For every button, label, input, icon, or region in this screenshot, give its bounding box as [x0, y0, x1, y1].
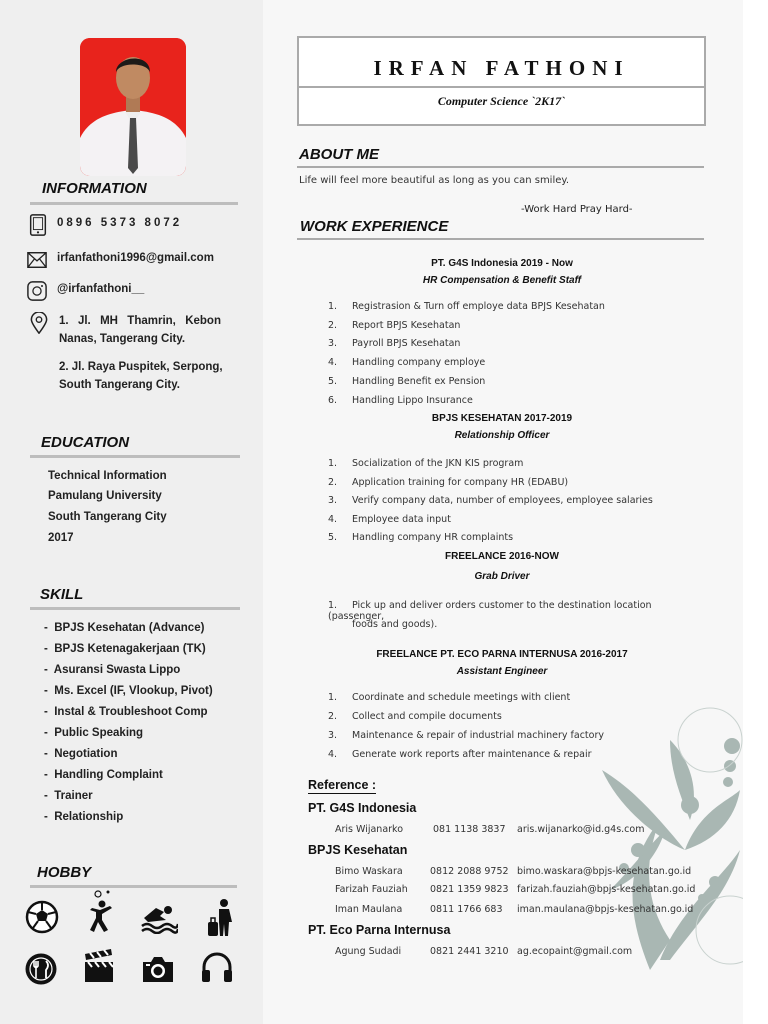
job-title: PT. G4S Indonesia 2019 - Now [431, 258, 573, 269]
movie-clapper-icon [82, 948, 116, 984]
instagram-icon [27, 280, 47, 302]
job-item: 2. Collect and compile documents [328, 711, 502, 722]
job-item: 5. Handling company HR complaints [328, 532, 514, 543]
reference-contact-email[interactable]: farizah.fauziah@bpjs-kesehatan.go.id [517, 884, 696, 895]
about-motto: -Work Hard Pray Hard- [521, 204, 633, 215]
reference-contact-email[interactable]: aris.wijanarko@id.g4s.com [517, 824, 645, 835]
reference-contact-phone: 0811 1766 683 [430, 904, 503, 915]
reference-contact-email[interactable]: ag.ecopaint@gmail.com [517, 946, 633, 957]
reference-contact-email[interactable]: bimo.waskara@bpjs-kesehatan.go.id [517, 866, 692, 877]
address-2-line-1: 2. Jl. Raya Puspitek, Serpong, [59, 361, 223, 373]
education-line: 2017 [48, 532, 74, 544]
hobby-rule [30, 885, 237, 888]
reference-contact-phone: 0821 1359 9823 [430, 884, 509, 895]
volleyball-player-icon [84, 890, 118, 934]
job-item: 1. Coordinate and schedule meetings with client [328, 692, 571, 703]
reference-contact-phone: 081 1138 3837 [433, 824, 506, 835]
skill-rule [30, 607, 240, 610]
address-1-line-2: Nanas, Tangerang City. [59, 333, 186, 345]
about-rule [297, 166, 704, 168]
dining-icon [24, 952, 58, 986]
location-pin-icon [29, 312, 49, 334]
job-item: 6. Handling Lippo Insurance [328, 395, 473, 406]
reference-contact-name: Agung Sudadi [335, 946, 402, 957]
reference-heading: Reference : [308, 778, 377, 792]
reference-contact-name: Iman Maulana [335, 904, 403, 915]
soccer-ball-icon [25, 900, 59, 934]
candidate-subtitle: Computer Science `2K17` [437, 94, 566, 108]
job-title: BPJS KESEHATAN 2017-2019 [431, 413, 573, 424]
skill-item: - Ms. Excel (IF, Vlookup, Pivot) [44, 685, 213, 697]
job-role: HR Compensation & Benefit Staff [422, 275, 582, 286]
job-item: 3. Payroll BPJS Kesehatan [328, 338, 461, 349]
work-heading: WORK EXPERIENCE [300, 218, 449, 235]
headphones-icon [200, 950, 234, 984]
phone-number: 0896 5373 8072 [57, 217, 183, 229]
job-item: 1. Pick up and deliver orders customer to the destination location (passenger, [328, 600, 652, 622]
job-item: 3. Verify company data, number of employees, employee salaries [328, 495, 653, 506]
job-item: 3. Maintenance & repair of industrial machinery factory [328, 730, 605, 741]
skill-heading: SKILL [40, 586, 84, 603]
education-rule [30, 455, 240, 458]
address-1-line-1: 1. Jl. MH Thamrin, Kebon [59, 315, 221, 327]
reference-org: PT. Eco Parna Internusa [308, 923, 451, 937]
reference-org: PT. G4S Indonesia [308, 801, 417, 815]
hobby-heading: HOBBY [37, 864, 92, 881]
swimmer-icon [140, 900, 178, 934]
phone-icon [28, 214, 48, 236]
job-item: 1. Socialization of the JKN KIS program [328, 458, 524, 469]
reference-org: BPJS Kesehatan [308, 843, 408, 857]
job-title: FREELANCE PT. ECO PARNA INTERNUSA 2016-2017 [376, 649, 628, 660]
skill-item: - Public Speaking [44, 727, 144, 739]
skill-item: - BPJS Ketenagakerjaan (TK) [44, 643, 206, 655]
job-item: 4. Handling company employe [328, 357, 486, 368]
about-text: Life will feel more beautiful as long as you can smiley. [299, 175, 570, 186]
reference-contact-email[interactable]: iman.maulana@bpjs-kesehatan.go.id [517, 904, 694, 915]
education-line: South Tangerang City [48, 511, 167, 523]
skill-item: - Trainer [44, 790, 93, 802]
reference-contact-name: Aris Wijanarko [335, 824, 404, 835]
right-margin [743, 0, 768, 1024]
name-card [297, 36, 706, 126]
job-role: Assistant Engineer [456, 666, 548, 677]
skill-item: - Instal & Troubleshoot Comp [44, 706, 208, 718]
address-2-line-2: South Tangerang City. [59, 379, 180, 391]
job-item: 4. Employee data input [328, 514, 451, 525]
job-item: 2. Application training for company HR (EDABU) [328, 477, 569, 488]
work-rule [297, 238, 704, 240]
job-role: Grab Driver [474, 571, 530, 582]
traveler-icon [204, 898, 238, 938]
job-title: FREELANCE 2016-NOW [445, 551, 559, 562]
camera-icon [141, 952, 175, 986]
skill-item: - BPJS Kesehatan (Advance) [44, 622, 205, 634]
education-heading: EDUCATION [41, 434, 130, 451]
job-item: 4. Generate work reports after maintenance & repair [328, 749, 592, 760]
skill-item: - Negotiation [44, 748, 118, 760]
skill-item: - Handling Complaint [44, 769, 163, 781]
job-item-continued: foods and goods). [352, 619, 438, 630]
skill-item: - Asuransi Swasta Lippo [44, 664, 181, 676]
instagram-handle[interactable]: @irfanfathoni__ [57, 283, 145, 295]
reference-contact-name: Bimo Waskara [335, 866, 403, 877]
information-heading: INFORMATION [42, 180, 147, 197]
email-address[interactable]: irfanfathoni1996@gmail.com [57, 252, 214, 264]
reference-contact-phone: 0821 2441 3210 [430, 946, 509, 957]
skill-list [44, 622, 254, 832]
name-divider [299, 86, 704, 88]
reference-contact-name: Farizah Fauziah [335, 884, 408, 895]
job-item: 1. Registrasion & Turn off employe data BPJS Kesehatan [328, 301, 605, 312]
reference-contact-phone: 0812 2088 9752 [430, 866, 509, 877]
job-item: 2. Report BPJS Kesehatan [328, 320, 461, 331]
education-line: Pamulang University [48, 490, 162, 502]
profile-photo [80, 38, 186, 176]
about-heading: ABOUT ME [299, 146, 379, 163]
skill-item: - Relationship [44, 811, 124, 823]
job-role: Relationship Officer [454, 430, 550, 441]
education-line: Technical Information [48, 470, 167, 482]
candidate-name: IRFAN FATHONI [373, 56, 630, 80]
email-icon [27, 249, 47, 271]
job-item: 5. Handling Benefit ex Pension [328, 376, 486, 387]
information-rule [30, 202, 238, 205]
